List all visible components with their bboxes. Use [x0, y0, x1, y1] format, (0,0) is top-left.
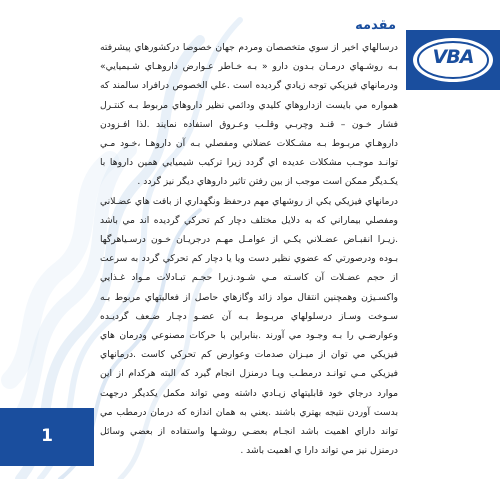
section-heading: مقدمه — [355, 18, 396, 33]
page-number: 1 — [41, 426, 53, 446]
page-number-tab — [0, 408, 94, 466]
body-text — [100, 38, 398, 460]
logo-badge — [406, 30, 500, 90]
paragraph-intro: درسالهاي اخير از سوي متخصصان ومردم جهان خصوصا دركشورهاي پيشرفته بـه روشـهاي درمـان بـدون دارو « بـه خـاطر عـوارض داروهـاي شـيميايي» ودرمانهاي فيزيكي توجه زيادي گرديده است .علي الخصوص درافراد سالمند كه همواره مي بايست ازداروهاي كليدي ودائمي نظير داروهاي مربوط بـه كنتـرل فشار خـون – قنـد وچربـي وقلـب وعـروق استفاده نمايند .لذا افـزودن داروهـاي مربـوط بـه مشـكلات عضلاني ومفصلي بـه آن داروهـا ،خـود مـي توانـد موجـب مشكلات عديده اي گردد زيرا تركيب شيميايي همين داروها با يكـديگر ممكن است موجب از بين رفتن تاثير داروهاي ديگر نيز گردد . — [100, 42, 398, 188]
logo-text: VBA — [432, 46, 474, 68]
paragraph-physical-therapy: درمانهاي فيزيكي يكي از روشهاي مهم درحفظ ونگهداري از بافت هاي عضـلاني ومفصلي بيماراني كه به دلايل مختلف دچار كم تحركي گرديده اند مي باشد .زيـرا انقبـاض عضـلاني يكـي از عوامـل مهـم درجريـان خـون درسـياهرگها بـوده ودرصورتي كه عضوي نظير دست ويا يا دچار كم تحركي گردد به سرعت از حجم عضـلات آن كاسـته مـي شـود.زيرا حجـم تبـادلات مـواد غـذايي واكسـيژن وهمچنين انتقال مواد زائد وگازهاي حاصل از فعاليتهاي مربوط بـه سـوخت وسـاز درسلولهاي مربـوط بـه آن عضـو دچـار ضـعف گرديـده وعوارضـي را بـه وجـود مي آورند .بنابراين با حركات مصنوعي ودرمان هاي فيزيكي مي توان از ميـزان صدمات وعوارض كم تحركي كاست .درمانهاي فيزيكي مـي توانـد درمطـب ويـا درمنزل انجام گيرد كه البته هركدام از اين موارد درجاي خود قابليتهاي زيـادي داشته ومي تواند مكمل يكديگر درجهت بدست آوردن نتيجه بهتري باشند .يعني به همان اندازه كه درمان درمطب مي تواند داراي اهميت باشد انجـام بعضـي روشـها واستفاده از بعضي وسائل درمنزل نيز مي تواند دارا ي اهميت باشد . — [100, 195, 398, 457]
